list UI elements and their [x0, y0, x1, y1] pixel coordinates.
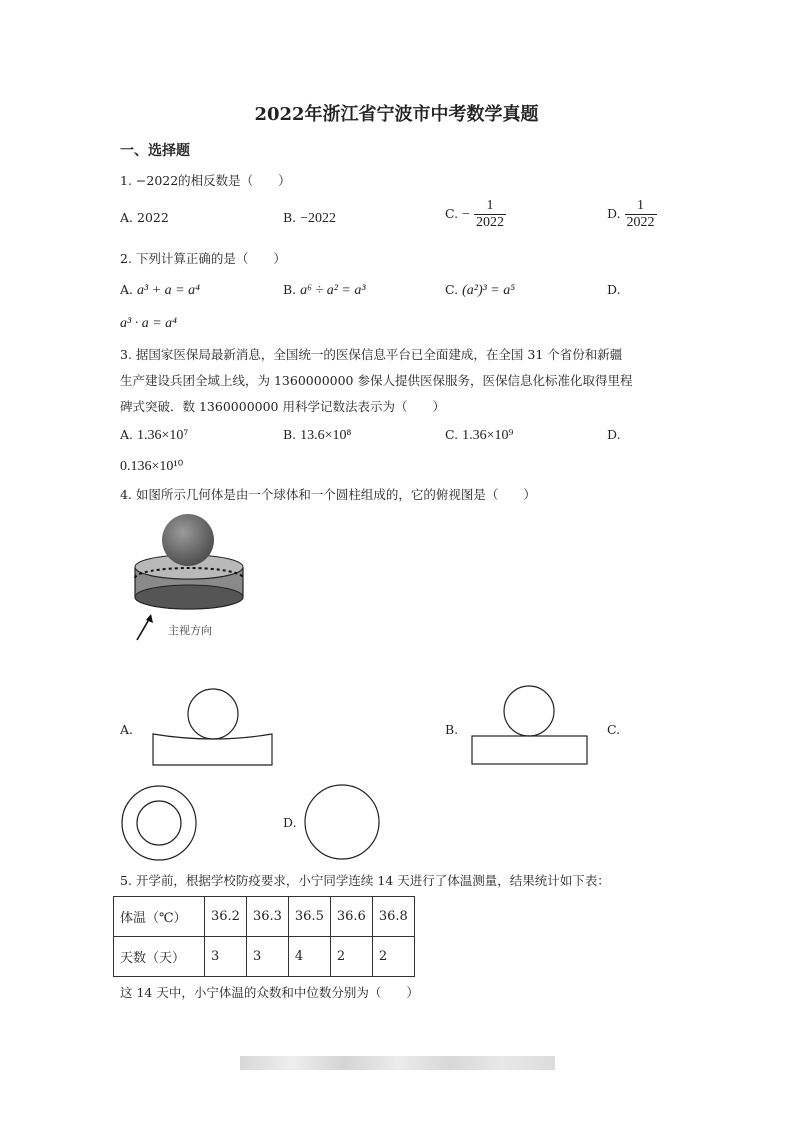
q3-option-d-label: D.	[607, 427, 621, 442]
table-cell: 天数（天）	[114, 937, 205, 977]
temperature-table	[113, 896, 415, 977]
q4-stem: 4. 如图所示几何体是由一个球体和一个圆柱组成的，它的俯视图是（ ）	[120, 487, 536, 502]
table-cell: 36.6	[330, 897, 372, 937]
q4-option-b-figure	[470, 685, 590, 767]
table-row	[114, 937, 415, 977]
table-cell: 36.5	[288, 897, 330, 937]
q3-b-value: 13.6×10⁸	[300, 428, 352, 443]
q3-option-a	[120, 427, 188, 444]
blurred-footer	[240, 1056, 555, 1070]
q3-option-b	[283, 427, 351, 444]
q2-c-expression: (a²)³ = a⁵	[462, 283, 516, 298]
q3-option-c	[445, 427, 513, 444]
q2-option-b	[283, 282, 366, 299]
q1-d-numerator: 1	[625, 198, 657, 215]
q1-option-c	[445, 198, 506, 231]
q4-d-label: D.	[283, 815, 297, 830]
q4-b-label: B.	[445, 722, 459, 737]
q4-option-d-figure	[304, 783, 384, 863]
sphere-outline	[504, 686, 554, 736]
q2-a-expression: a³ + a = a⁴	[137, 283, 200, 298]
q1-option-a	[120, 210, 169, 225]
page-title: 2022年浙江省宁波市中考数学真题	[254, 104, 539, 125]
q1-c-numerator: 1	[474, 198, 506, 215]
q2-b-label: B.	[283, 282, 297, 297]
outer-circle	[122, 786, 196, 860]
table-row	[114, 897, 415, 937]
q2-option-d-label: D.	[607, 282, 621, 297]
table-cell: 3	[246, 937, 288, 977]
q2-b-expression: a⁶ ÷ a² = a³	[300, 283, 366, 298]
section-heading: 一、选择题	[120, 143, 190, 159]
view-direction-label: 主视方向	[168, 624, 212, 637]
q1-d-label: D.	[607, 206, 621, 221]
rectangle-base	[472, 736, 587, 764]
q1-c-label: C.	[445, 206, 459, 221]
table-cell: 2	[330, 937, 372, 977]
q1-c-fraction	[474, 198, 506, 231]
q3-stem-line-1: 3. 据国家医保局最新消息，全国统一的医保信息平台已全面建成，在全国 31 个省份和新疆	[120, 347, 623, 362]
cylinder-bottom	[135, 585, 243, 609]
q1-c-denominator: 2022	[475, 215, 504, 230]
table-cell: 3	[205, 937, 247, 977]
q1-c-sign: −	[462, 207, 470, 222]
table-cell: 体温（℃）	[114, 897, 205, 937]
q5-question-text: 这 14 天中，小宁体温的众数和中位数分别为（ ）	[120, 985, 419, 1000]
q5-stem: 5. 开学前，根据学校防疫要求，小宁同学连续 14 天进行了体温测量，结果统计如下表：	[120, 873, 610, 888]
table-cell: 36.8	[372, 897, 414, 937]
q4-a-label: A.	[120, 722, 134, 737]
q1-option-b	[283, 210, 336, 227]
table-cell: 36.3	[246, 897, 288, 937]
q3-c-label: C.	[445, 427, 459, 442]
q1-a-value: 2022	[137, 210, 169, 225]
q1-stem: 1. −2022的相反数是（ ）	[120, 173, 291, 188]
q2-c-label: C.	[445, 282, 459, 297]
q3-c-value: 1.36×10⁹	[462, 428, 514, 443]
q2-option-a	[120, 282, 200, 299]
q4-option-c-figure	[119, 785, 199, 865]
q3-d-value: 0.136×10¹⁰	[120, 459, 184, 474]
q3-stem-line-3: 碑式突破．数 1360000000 用科学记数法表示为（ ）	[120, 399, 445, 414]
inner-circle	[137, 801, 181, 845]
q3-b-label: B.	[283, 427, 297, 442]
table-cell: 36.2	[205, 897, 247, 937]
q1-a-label: A.	[120, 210, 134, 225]
q2-d-expression: a³ · a = a⁴	[120, 316, 178, 331]
single-circle	[305, 785, 379, 859]
q2-stem: 2. 下列计算正确的是（ ）	[120, 251, 286, 266]
q1-d-fraction	[625, 198, 657, 231]
table-cell: 4	[288, 937, 330, 977]
table-cell: 2	[372, 937, 414, 977]
q1-b-value: −2022	[300, 211, 337, 226]
q1-d-denominator: 2022	[626, 215, 655, 230]
q1-option-d	[607, 198, 657, 231]
q3-a-label: A.	[120, 427, 134, 442]
q1-b-label: B.	[283, 210, 297, 225]
q4-c-label: C.	[607, 722, 621, 737]
q2-a-label: A.	[120, 282, 134, 297]
q3-a-value: 1.36×10⁷	[137, 428, 189, 443]
curved-base	[153, 734, 272, 765]
sphere-outline	[188, 689, 238, 739]
q4-option-a-figure	[150, 688, 275, 768]
q2-option-c	[445, 282, 515, 299]
sphere	[162, 514, 214, 566]
q3-stem-line-2: 生产建设兵团全域上线，为 1360000000 参保人提供医保服务，医保信息化标准化取得里程	[120, 373, 633, 388]
